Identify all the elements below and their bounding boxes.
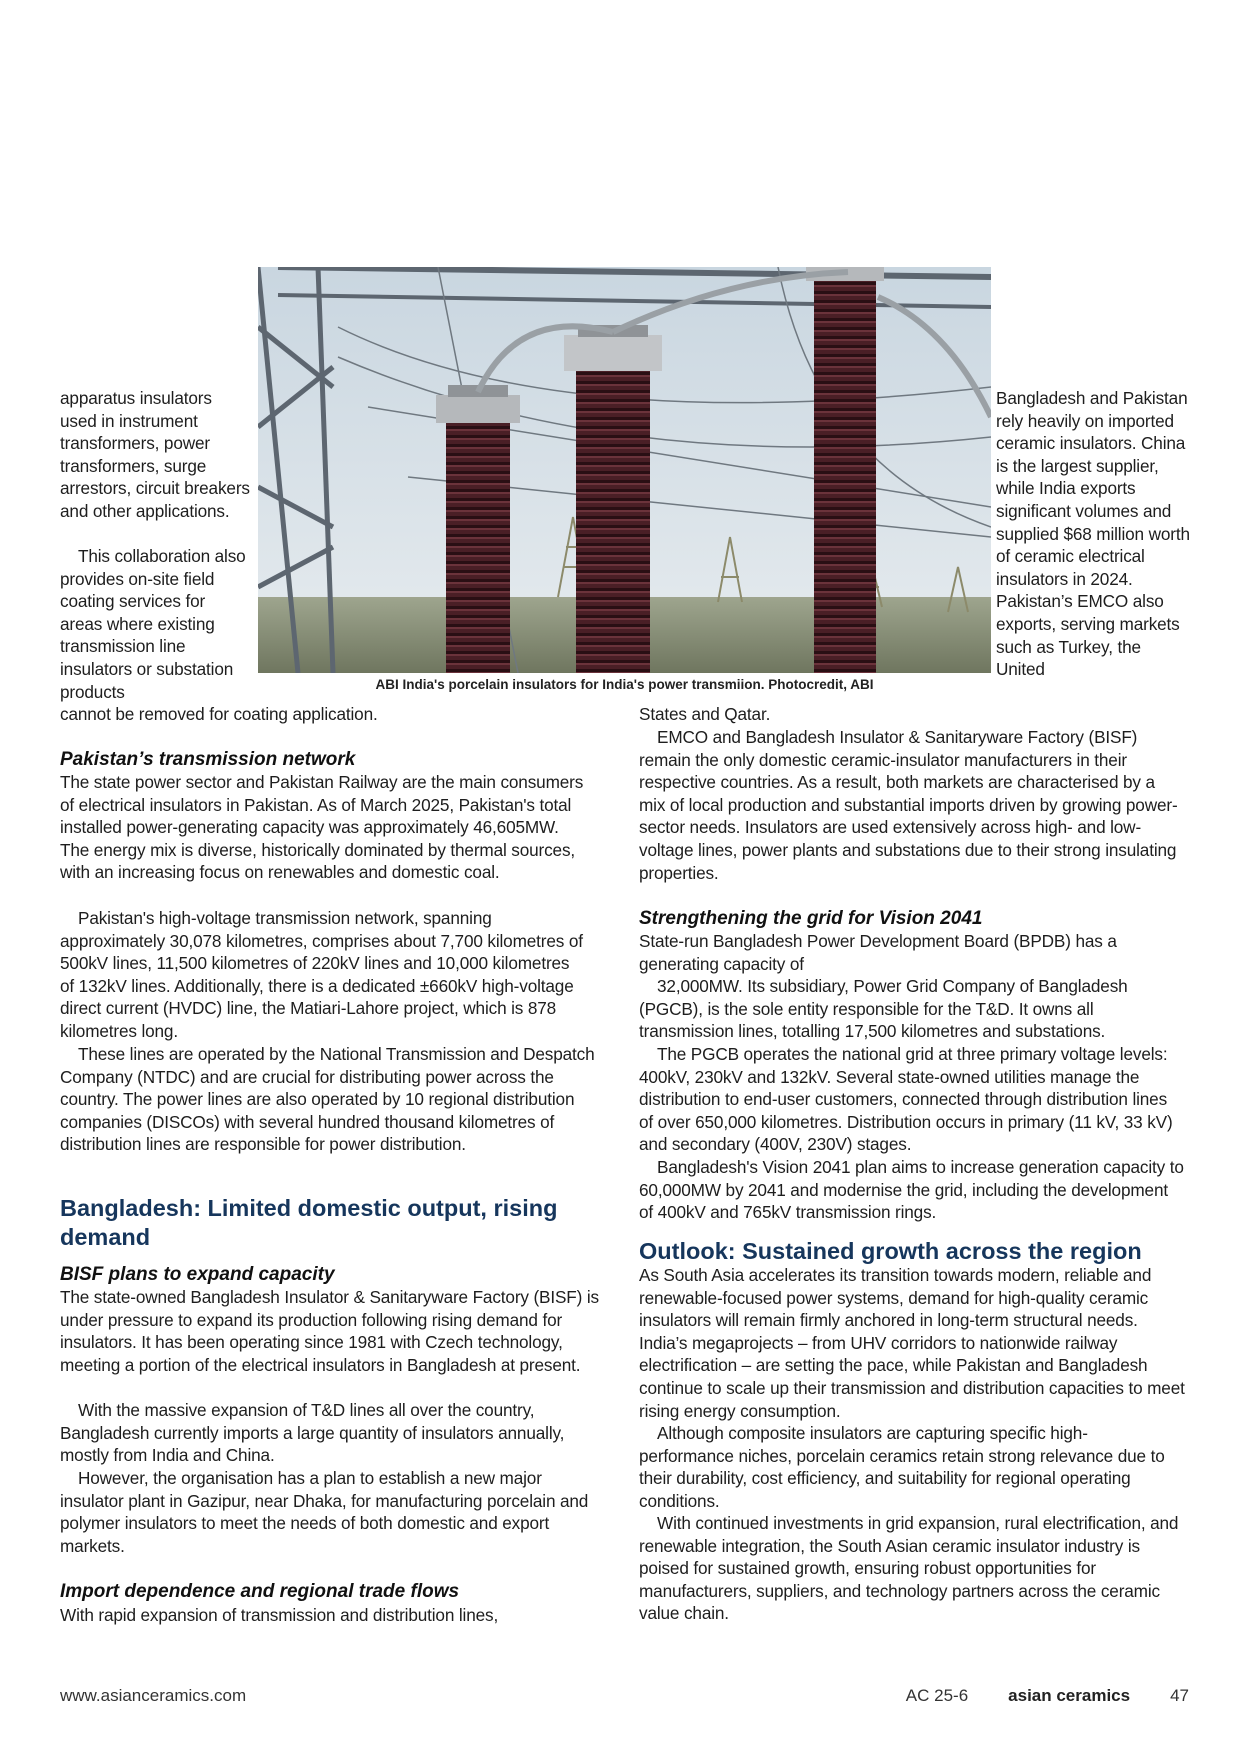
left-wrap-paragraph-2: This collaboration also provides on-site field coating services for areas where existing transmission line insulators or substation products <box>60 546 246 702</box>
insulator-photo-icon <box>258 267 991 673</box>
emco-paragraph: EMCO and Bangladesh Insulator & Sanitaryware Factory (BISF) remain the only domestic ceramic-insulator manufacturers in their respective countries. As a result, both markets are characterised by a mix of local production and substantial imports driven by growing power-sector needs. Insulators are used extensively across high- and low-voltage lines, power plants and substations due to their strong insulating properties. <box>639 727 1178 883</box>
footer-url[interactable]: www.asianceramics.com <box>60 1686 247 1705</box>
insulator-photo <box>258 267 991 673</box>
bisf-paragraph-2: With the massive expansion of T&D lines all over the country, Bangladesh currently imports a large quantity of insulators annually, mostly from India and China. <box>60 1400 565 1466</box>
vision-paragraph-1a: State-run Bangladesh Power Development Board (BPDB) has a generating capacity of <box>639 931 1117 974</box>
vision-paragraph-2: The PGCB operates the national grid at three primary voltage levels: 400kV, 230kV and 132kV. Several state-owned utilities manage the distribution to end-user customers, connected through distribution lines of over 650,000 kilometres. Distribution occurs in primary (11 kV, 33 kV) and secondary (400V, 230V) stages. <box>639 1044 1173 1155</box>
bisf-heading: BISF plans to expand capacity <box>60 1264 335 1285</box>
vision-heading: Strengthening the grid for Vision 2041 <box>639 908 983 929</box>
footer-page-number: 47 <box>1170 1686 1189 1705</box>
bisf-paragraph-3: However, the organisation has a plan to establish a new major insulator plant in Gazipur, near Dhaka, for manufacturing porcelain and polymer insulators to meet the needs of both domestic and export markets. <box>60 1468 589 1556</box>
footer-right <box>906 1686 1189 1706</box>
left-wrap-paragraph-1: apparatus insulators used in instrument transformers, power transformers, surge arrestors, circuit breakers and other applications. <box>60 388 250 521</box>
right-wrap-paragraph: Bangladesh and Pakistan rely heavily on imported ceramic insulators. China is the largest supplier, while India exports significant volumes and supplied $68 million worth of ceramic electrical insulators in 2024. Pakistan’s EMCO also exports, serving markets such as Turkey, the United <box>996 388 1190 680</box>
outlook-paragraph-1: As South Asia accelerates its transition towards modern, reliable and renewable-focused power systems, demand for high-quality ceramic insulators will remain firmly anchored in long-term structural needs. India’s megaprojects – from UHV corridors to nationwide railway electrification – are setting the pace, while Pakistan and Bangladesh continue to scale up their transmission and distribution capacities to meet rising energy consumption. <box>639 1265 1185 1421</box>
footer-issue: AC 25-6 <box>905 1686 969 1705</box>
outlook-paragraph-3: With continued investments in grid expansion, rural electrification, and renewable integration, the South Asian ceramic insulator industry is poised for sustained growth, ensuring robust opportunities for manufacturers, suppliers, and technology partners across the ceramic value chain. <box>639 1513 1179 1624</box>
pakistan-paragraph-3: These lines are operated by the National Transmission and Despatch Company (NTDC) and are crucial for distributing power across the country. The power lines are also operated by 10 regional distribution companies (DISCOs) with several hundred thousand kilometres of distribution lines are responsible for power distribution. <box>60 1044 595 1155</box>
footer-brand: asian ceramics <box>1008 1686 1131 1705</box>
pakistan-paragraph-2: Pakistan's high-voltage transmission network, spanning approximately 30,078 kilometres, comprises about 7,700 kilometres of 500kV lines, 11,500 kilometres of 220kV lines and 10,000 kilometres of 132kV lines. Additionally, there is a dedicated ±660kV high-voltage direct current (HVDC) line, the Matiari-Lahore project, which is 878 kilometres long. <box>60 908 583 1041</box>
bisf-paragraph-1: The state-owned Bangladesh Insulator & Sanitaryware Factory (BISF) is under pressure to expand its production following rising demand for insulators. It has been operating since 1981 with Czech technology, meeting a portion of the electrical insulators in Bangladesh at present. <box>60 1287 599 1375</box>
left-wrap-paragraph-2-tail: cannot be removed for coating application. <box>60 704 378 724</box>
outlook-paragraph-2: Although composite insulators are capturing specific high-performance niches, porcelain ceramics retain strong relevance due to their durability, cost efficiency, and suitability for regional operating conditions. <box>639 1423 1165 1511</box>
pakistan-heading: Pakistan’s transmission network <box>60 749 356 770</box>
bangladesh-section-title: Bangladesh: Limited domestic output, rising demand <box>60 1195 558 1250</box>
import-heading: Import dependence and regional trade flows <box>60 1581 460 1602</box>
import-paragraph-1: With rapid expansion of transmission and distribution lines, <box>60 1605 499 1625</box>
photo-caption: ABI India's porcelain insulators for India's power transmiion. Photocredit, ABI <box>375 677 874 692</box>
pakistan-paragraph-1: The state power sector and Pakistan Railway are the main consumers of electrical insulators in Pakistan. As of March 2025, Pakistan's total installed power-generating capacity was approximately 46,605MW. The energy mix is diverse, historically dominated by thermal sources, with an increasing focus on renewables and domestic coal. <box>60 772 584 883</box>
right-wrap-paragraph-tail: States and Qatar. <box>639 704 771 724</box>
vision-paragraph-3: Bangladesh's Vision 2041 plan aims to increase generation capacity to 60,000MW by 2041 and modernise the grid, including the development of 400kV and 765kV transmission rings. <box>639 1157 1184 1223</box>
outlook-section-title: Outlook: Sustained growth across the region <box>639 1238 1142 1264</box>
vision-paragraph-1b: 32,000MW. Its subsidiary, Power Grid Company of Bangladesh (PGCB), is the sole entity responsible for the T&D. It owns all transmission lines, totalling 17,500 kilometres and substations. <box>639 976 1128 1042</box>
